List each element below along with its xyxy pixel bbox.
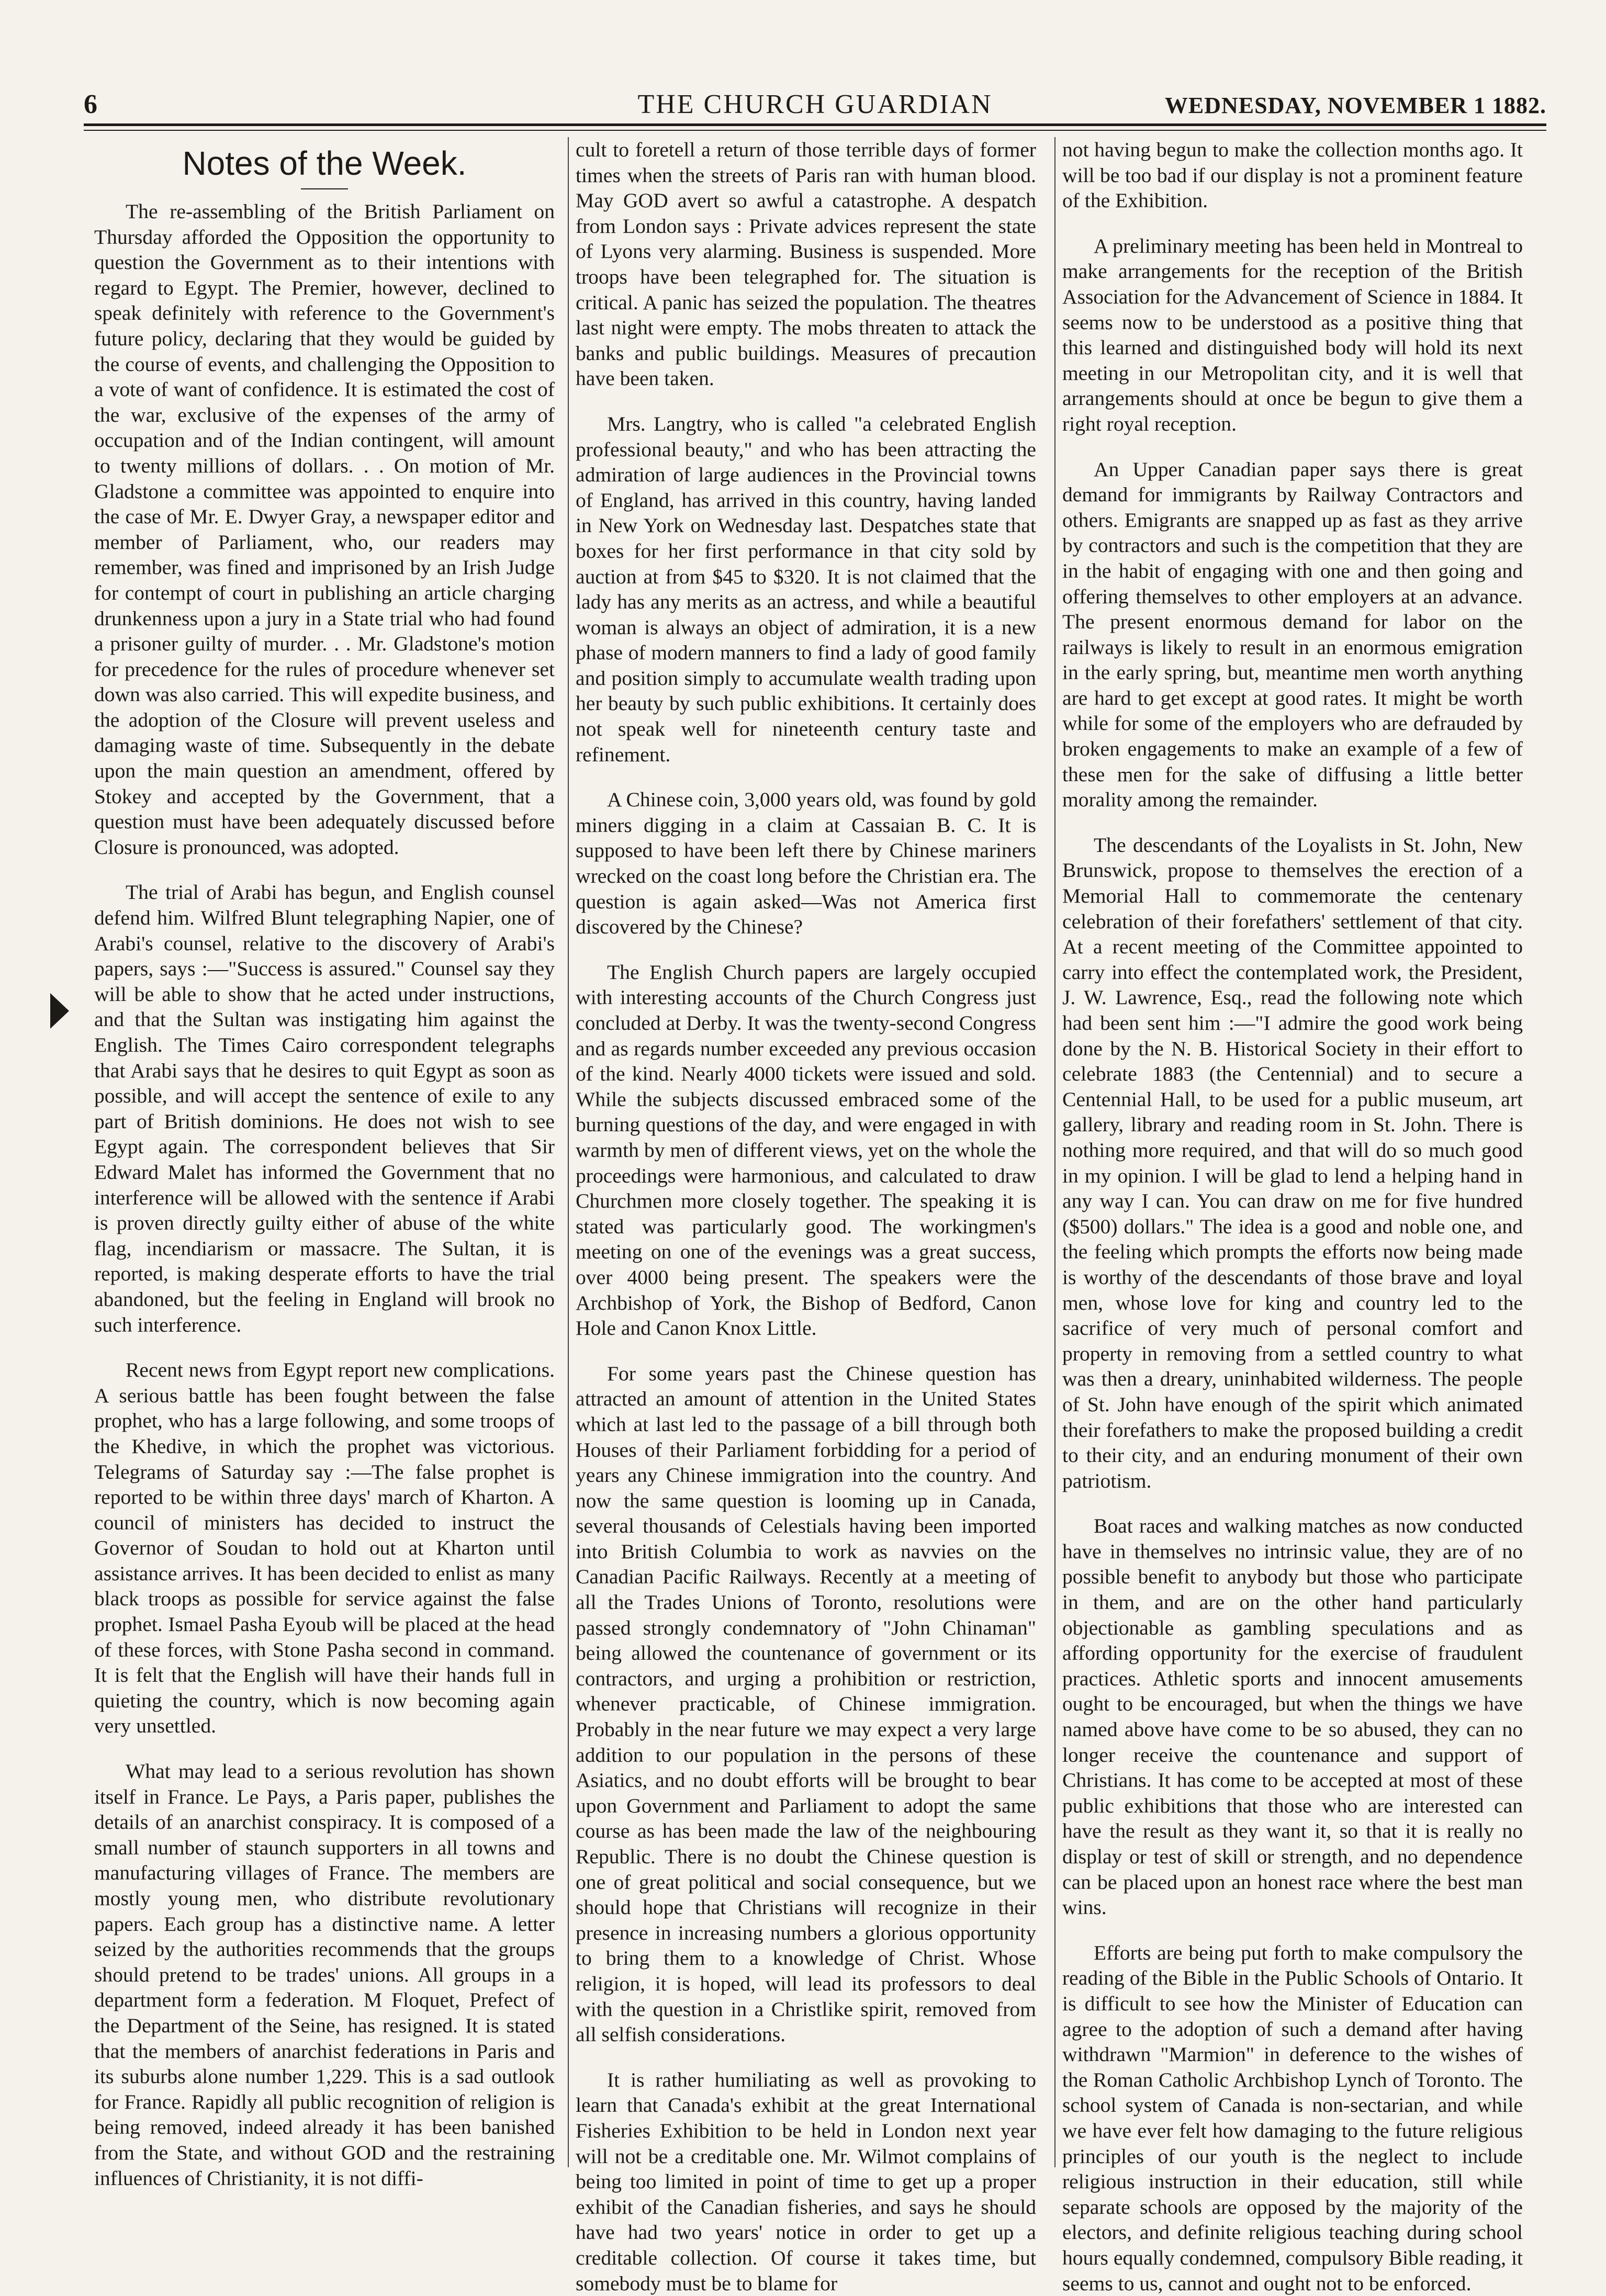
section-headline: Notes of the Week. (182, 144, 467, 182)
article-paragraph: not having begun to make the collection months ago. It will be too bad if our display is not a prominent feature of the Exhibition. (1062, 138, 1523, 212)
column-divider (1054, 137, 1055, 2167)
article-paragraph: An Upper Canadian paper says there is great demand for immigrants by Railway Contractors and others. Emigrants are snapped up as fast as they arrive by contractors and such is the competition that they are in the habit of engaging with one and then going and offering themselves to other employers at an advance. The present enormous demand for labor on the railways is likely to result in an enormous emigration in the early spring, but, meantime men worth anything are hard to get except at good rates. It might be worth while for some of the employers who are defrauded by broken engagements to make an example of a few of these men for the sake of diffusing a little better morality among the remainder. (1062, 457, 1523, 812)
column-3 (1062, 137, 1523, 2295)
article-paragraph: The descendants of the Loyalists in St. John, New Brunswick, propose to themselves the erection of a Memorial Hall to commemorate the centenary celebration of their forefathers' settlement of that city. At a recent meeting of the Committee appointed to carry into effect the contemplated work, the President, J. W. Lawrence, Esq., read the following note which had been sent him :—"I admire the good work being done by the N. B. Historical Society in their effort to celebrate 1883 (the Centennial) and to secure a Centennial Hall, to be used for a public museum, art gallery, library and reading room in St. John. There is nothing more required, and that will do so much good in my opinion. I will be glad to lend a helping hand in any way I can. You can draw on me for five hundred ($500) dollars." The idea is a good and noble one, and the feeling which prompts the efforts now being made is worthy of the descendants of those brave and loyal men, whose love for king and country led to the sacrifice of very much of personal comfort and property in removing from a settled country to what was then a dreary, uninhabited wilderness. The people of St. John have enough of the spirit which animated their forefathers to make the proposed building a credit to their city, and an enduring monument of their own patriotism. (1062, 833, 1523, 1492)
article-paragraph: Mrs. Langtry, who is called "a celebrated English professional beauty," and who has been attracting the admiration of large audiences in the Provincial towns of England, has arrived in this country, having landed in New York on Wednesday last. Despatches state that boxes for her first performance in that city sold by auction at from $45 to $320. It is not claimed that the lady has any merits as an actress, and while a beautiful woman is always an object of admiration, it is a new phase of modern manners to find a lady of good family and position simply to accumulate wealth trading upon her beauty by such public exhibitions. It certainly does not speak well for nineteenth century taste and refinement. (576, 412, 1036, 766)
page-number: 6 (84, 89, 97, 119)
newspaper-title: THE CHURCH GUARDIAN (637, 89, 993, 119)
article-paragraph: It is rather humiliating as well as provoking to learn that Canada's exhibit at the great International Fisheries Exhibition to be held in London next year will not be a creditable one. Mr. Wilmot complains of being too limited in point of time to get up a proper exhibit of the Canadian fisheries, and says he should have had two years' notice in order to get up a creditable collection. Of course it takes time, but somebody must be to blame for (576, 2068, 1036, 2295)
article-paragraph: A preliminary meeting has been held in Montreal to make arrangements for the reception of the British Association for the Advancement of Science in 1884. It seems now to be understood as a positive thing that this learned and distinguished body will hold its next meeting in our Metropolitan city, and it is well that arrangements should at once be begun to give them a right royal reception. (1062, 234, 1523, 435)
header-rule-thick (84, 123, 1546, 126)
article-paragraph: The English Church papers are largely occupied with interesting accounts of the Church Congress just concluded at Derby. It was the twenty-second Congress and as regards number exceeded any previous occasion of the kind. Nearly 4000 tickets were issued and sold. While the subjects discussed embraced some of the burning questions of the day, and were engaged in with warmth by men of different views, yet on the whole the proceedings were harmonious, and calculated to draw Churchmen more closely together. The speaking it is stated was particularly good. The workingmen's meeting on one of the evenings was a great success, over 4000 being present. The speakers were the Archbishop of York, the Bishop of Bedford, Canon Hole and Canon Knox Little. (576, 960, 1036, 1340)
article-paragraph: cult to foretell a return of those terrible days of former times when the streets of Paris ran with human blood. May GOD avert so awful a catastrophe. A despatch from London says : Private advices represent the state of Lyons very alarming. Business is suspended. More troops have been telegraphed for. The situation is critical. A panic has seized the population. The theatres last night were empty. The mobs threaten to attack the banks and public buildings. Measures of precaution have been taken. (576, 138, 1036, 390)
article-paragraph: Efforts are being put forth to make compulsory the reading of the Bible in the Public Schools of Ontario. It is difficult to see how the Minister of Education can agree to the adoption of such a demand after having withdrawn "Marmion" in deference to the wishes of the Roman Catholic Archbishop Lynch of Toronto. The school system of Canada is non-sectarian, and while we have ever felt how damaging to the future religious principles of our youth is the neglect to include religious instruction in their education, still while separate schools are opposed by the majority of the electors, and definite religious teaching during school hours equally condemned, compulsory Bible reading, it seems to us, cannot and ought not to be enforced. (1062, 1941, 1523, 2295)
column-divider (568, 137, 569, 2167)
article-paragraph: What may lead to a serious revolution has shown itself in France. Le Pays, a Paris paper, publishes the details of an anarchist conspiracy. It is composed of a small number of staunch supporters in all towns and manufacturing villages of France. The members are mostly young men, who distribute revolutionary papers. Each group has a distinctive name. A letter seized by the authorities recommends that the groups should pretend to be trades' unions. All groups in a department form a federation. M Floquet, Prefect of the Department of the Seine, has resigned. It is stated that the members of anarchist federations in Paris and its suburbs alone number 1,229. This is a sad outlook for France. Rapidly all public recognition of religion is being removed, indeed already it has been banished from the State, and without GOD and the restraining influences of Christianity, it is not diffi- (94, 1760, 555, 2190)
issue-date: WEDNESDAY, NOVEMBER 1 1882. (1164, 93, 1546, 118)
headline-rule (301, 188, 348, 189)
article-paragraph: Boat races and walking matches as now conducted have in themselves no intrinsic value, they are of no possible benefit to anybody but those who participate in them, and are on the other hand particularly objectionable as gambling speculations and as affording opportunity for the exercise of fraudulent practices. Athletic sports and innocent amusements ought to be encouraged, but when the things we have named above have come to be so abused, they can no longer receive the countenance and support of Christians. It has come to be accepted at most of these public exhibitions that those who are interested can have the result as they want it, so that it is really no display or test of skill or strength, and no dependence can be placed upon an honest race where the best man wins. (1062, 1514, 1523, 1919)
column-1 (94, 137, 555, 2190)
masthead (84, 89, 1546, 120)
article-paragraph: The trial of Arabi has begun, and English counsel defend him. Wilfred Blunt telegraphing Napier, one of Arabi's counsel, relative to the discovery of Arabi's papers, says :—"Success is assured." Counsel say they will be able to show that he acted under instructions, and that the Sultan was instigating him against the English. The Times Cairo correspondent telegraphs that Arabi says that he desires to quit Egypt as soon as possible, and will accept the sentence of exile to any part of British dominions. He does not wish to see Egypt again. The correspondent believes that Sir Edward Malet has informed the Government that no interference will be allowed with the sentence if Arabi is proven directly guilty either of abuse of the white flag, incendiarism or massacre. The Sultan, it is reported, is making desperate efforts to have the trial abandoned, but the feeling in England will brook no such interference. (94, 881, 555, 1336)
column-2 (576, 137, 1036, 2295)
article-paragraph: The re-assembling of the British Parliament on Thursday afforded the Opposition the opportunity to question the Government as to their intentions with regard to Egypt. The Premier, however, declined to speak definitely with reference to the Government's future policy, declaring that they would be guided by the course of events, and challenging the Opposition to a vote of want of confidence. It is estimated the cost of the war, exclusive of the expenses of the army of occupation and of the Indian contingent, will amount to twenty millions of dollars. . . On motion of Mr. Gladstone a committee was appointed to enquire into the case of Mr. E. Dwyer Gray, a newspaper editor and member of Parliament, who, our readers may remember, was fined and imprisoned by an Irish Judge for contempt of court in publishing an article charging drunkenness upon a jury in a State trial who had found a prisoner guilty of murder. . . Mr. Gladstone's motion for precedence for the rules of procedure whenever set down was also carried. This will expedite business, and the adoption of the Closure will prevent useless and damaging waste of time. Subsequently in the debate upon the main question an amendment, offered by Stokey and accepted by the Government, that a question must have been adequately discussed before Closure is pronounced, was adopted. (94, 200, 555, 859)
article-paragraph: Recent news from Egypt report new complications. A serious battle has been fought between the false prophet, who has a large following, and some troops of the Khedive, in which the prophet was victorious. Telegrams of Saturday say :—The false prophet is reported to be within three days' march of Kharton. A council of ministers has decided to instruct the Governor of Soudan to hold out at Kharton until assistance arrives. It has been decided to enlist as many black troops as possible for service against the false prophet. Ismael Pasha Eyoub will be placed at the head of these forces, with Stone Pasha second in command. It is felt that the English will have their hands full in quieting the country, which is now becoming again very unsettled. (94, 1358, 555, 1738)
article-paragraph: A Chinese coin, 3,000 years old, was found by gold miners digging in a claim at Cassaian B. C. It is supposed to have been left there by Chinese mariners wrecked on the coast long before the Christian era. The question is again asked—Was not America first discovered by the Chinese? (576, 788, 1036, 939)
article-paragraph: For some years past the Chinese question has attracted an amount of attention in the United States which at last led to the passage of a bill through both Houses of their Parliament forbidding for a period of years any Chinese immigration into the country. And now the same question is looming up in Canada, several thousands of Celestials having been imported into British Columbia to work as navvies on the Canadian Pacific Railways. Recently at a meeting of all the Trades Unions of Toronto, resolutions were passed strongly condemnatory of "John Chinaman" being allowed the countenance of government or its contractors, and urging a prohibition or restriction, whenever practicable, of Chinese immigration. Probably in the near future we may expect a very large addition to our population in the persons of these Asiatics, and no doubt efforts will be brought to bear upon Government and Parliament to adopt the same course as has been made the law of the neighbouring Republic. There is no doubt the Chinese question is one of great political and social consequence, but we should hope that Christians will recognize in their presence in increasing numbers a glorious opportunity to bring them to a knowledge of Christ. Whose religion, it is hoped, will lead its professors to deal with the question in a Christlike spirit, removed from all selfish considerations. (576, 1361, 1036, 2046)
header-rule-thin (84, 130, 1546, 131)
pointing-hand-icon (50, 993, 69, 1029)
